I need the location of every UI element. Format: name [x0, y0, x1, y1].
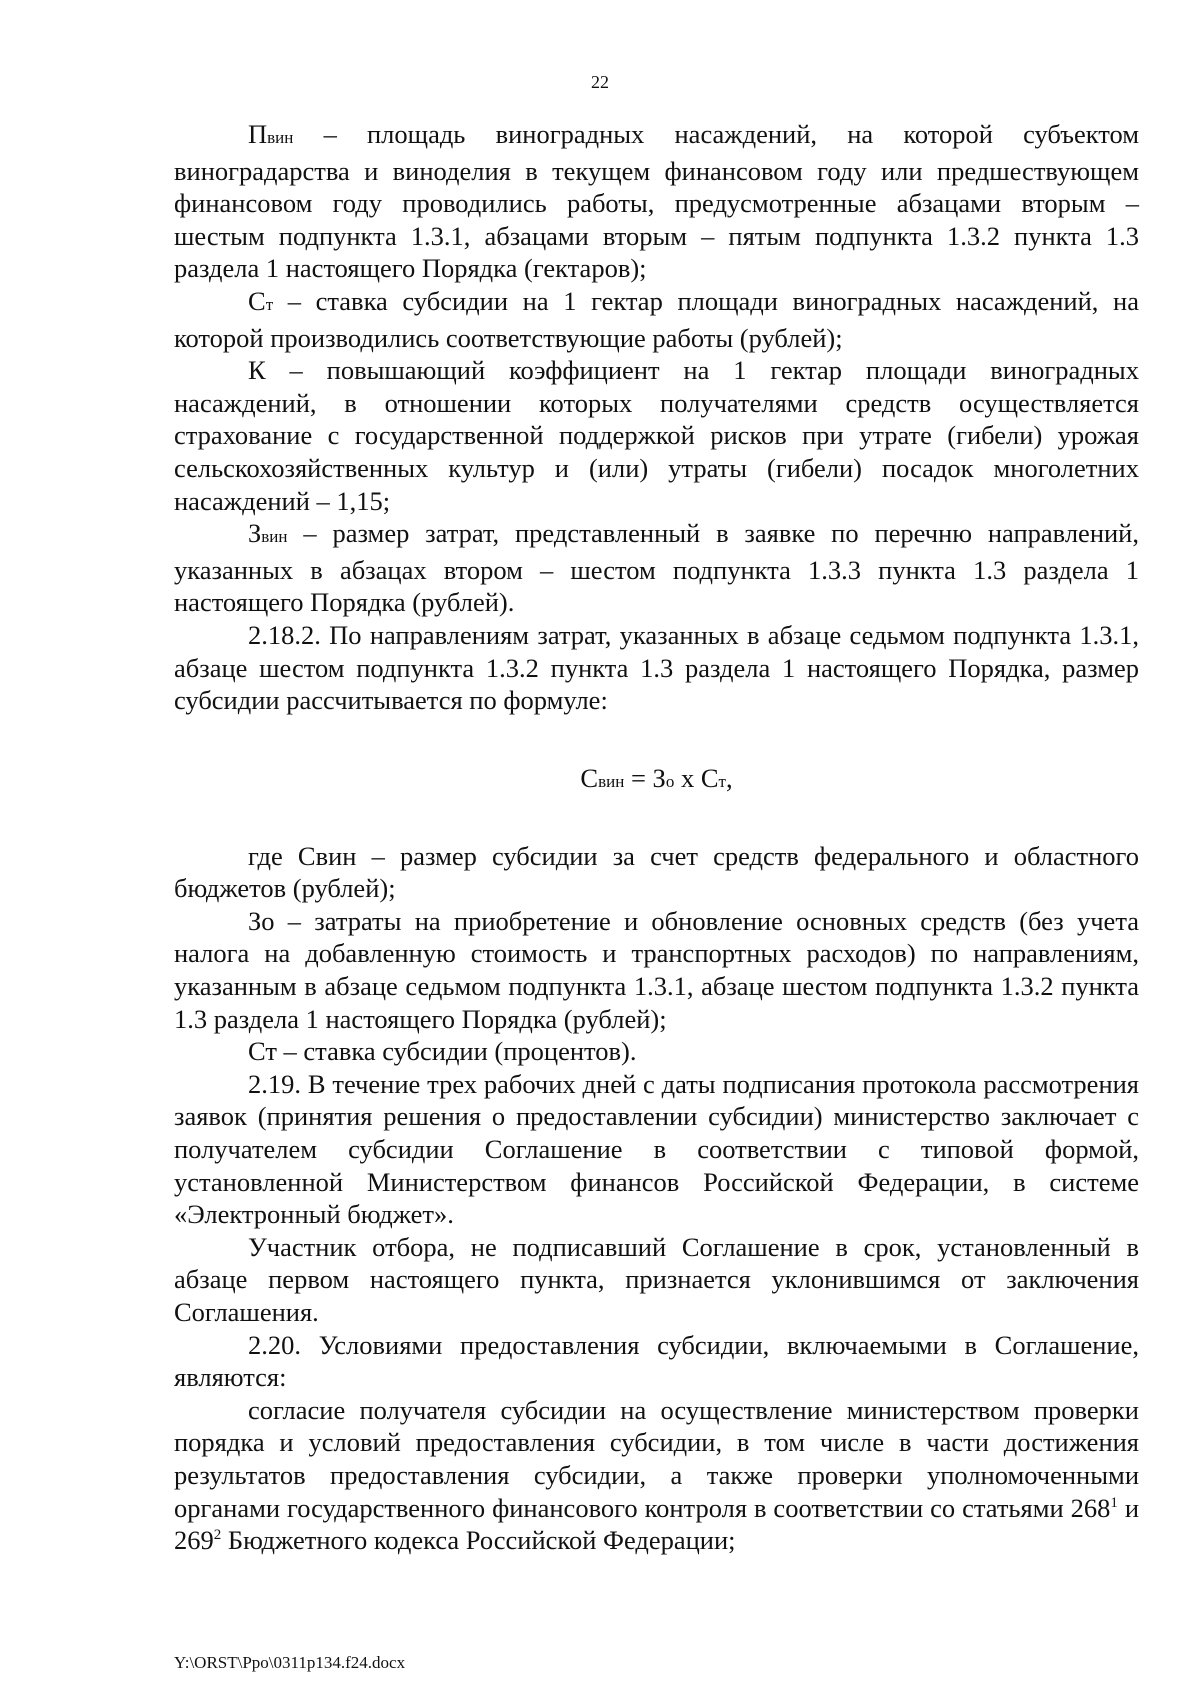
paragraph-gde-svin: где Свин – размер субсидии за счет средств федерального и областного бюджетов (рублей);: [174, 840, 1139, 904]
paragraph-text: 2.18.2. По направлениям затрат, указанных в абзаце седьмом подпункта 1.3.1, абзаце шестом подпункта 1.3.2 пункта 1.3 раздела 1 настоящего Порядка, размер субсидии рассчитывается по формуле:: [174, 619, 1139, 716]
paragraph-text: – ставка субсидии на 1 гектар площади виноградных насаждений, на которой производились соответствующие работы (рублей);: [174, 285, 1139, 353]
document-body: [174, 118, 1139, 1557]
paragraph-2-18-2: [174, 619, 1139, 717]
paragraph-st-percent: Ст – ставка субсидии (процентов).: [248, 1036, 637, 1067]
superscript: 1: [1110, 1494, 1118, 1511]
formula-s: С: [580, 762, 599, 793]
formula: [174, 717, 1139, 840]
paragraph-text: К – повышающий коэффициент на 1 гектар площади виноградных насаждений, в отношении которых получателями средств осуществляется страхование с государственной поддержкой рисков при утрате (гибели) урожая сельскохозяйственных культур и (или) утраты (гибели) посадок многолетних насаждений – 1,15;: [174, 355, 1139, 516]
symbol-subscript: т: [265, 294, 274, 314]
paragraph-text: и 269: [174, 1492, 1139, 1556]
symbol: П: [248, 119, 268, 149]
page-number: 22: [591, 72, 609, 92]
file-path-footer: Y:\ORST\Ppo\0311p134.f24.docx: [174, 1653, 406, 1672]
paragraph-text: Бюджетного кодекса Российской Федерации;: [221, 1525, 736, 1556]
paragraph-zvin: [174, 517, 1139, 619]
paragraph-text: – площадь виноградных насаждений, на которой субъектом виноградарства и виноделия в текущем финансовом году или предшествующем финансовом году проводились работы, предусмотренные абзацами вторым – шестым подпункта 1.3.1, абзацами вторым – пятым подпункта 1.3.2 пункта 1.3 раздела 1 настоящего Порядка (гектаров);: [174, 119, 1139, 284]
paragraph-zo: Зо – затраты на приобретение и обновление основных средств (без учета налога на добавленную стоимость и транспортных расходов) по направлениям, указанным в абзаце седьмом подпункта 1.3.1, абзаце шестом подпункта 1.3.2 пункта 1.3 раздела 1 настоящего Порядка (рублей);: [174, 905, 1139, 1034]
symbol: С: [248, 285, 266, 316]
paragraph-k: [174, 354, 1139, 517]
paragraph-st: [174, 285, 1139, 354]
formula-s-subscript: вин: [598, 771, 625, 791]
symbol-subscript: вин: [261, 527, 288, 547]
paragraph-pvin: [174, 118, 1139, 285]
formula-eq-z: = З: [624, 762, 666, 793]
symbol-subscript: вин: [267, 128, 294, 147]
superscript: 2: [213, 1527, 222, 1544]
paragraph-soglasie: [174, 1394, 1139, 1557]
paragraph-text: – размер затрат, представленный в заявке по перечню направлений, указанных в абзацах втором – шестом подпункта 1.3.3 пункта 1.3 раздела 1 настоящего Порядка (рублей).: [174, 518, 1139, 618]
formula-end: ,: [725, 762, 733, 793]
symbol: З: [248, 518, 262, 549]
paragraph-2-19: 2.19. В течение трех рабочих дней с даты подписания протокола рассмотрения заявок (принятия решения о предоставлении субсидии) министерство заключает с получателем субсидии Соглашение в соответствии с типовой формой, установленной Министерством финансов Российской Федерации, в системе «Электронный бюджет».: [174, 1068, 1139, 1230]
formula-z-subscript: о: [665, 771, 675, 791]
paragraph-2-20: 2.20. Условиями предоставления субсидии, включаемыми в Соглашение, являются:: [174, 1329, 1139, 1393]
formula-times-c: х С: [674, 762, 719, 793]
paragraph-text: согласие получателя субсидии на осуществление министерством проверки порядка и условий предоставления субсидии, в том числе в части достижения результатов предоставления субсидии, а также проверки уполномоченными органами государственного финансового контроля в соответствии со статьями 268: [174, 1394, 1139, 1523]
formula-t-subscript: т: [718, 771, 726, 791]
paragraph-uchastnik: Участник отбора, не подписавший Соглашение в срок, установленный в абзаце первом настоящего пункта, признается уклонившимся от заключения Соглашения.: [174, 1231, 1139, 1327]
